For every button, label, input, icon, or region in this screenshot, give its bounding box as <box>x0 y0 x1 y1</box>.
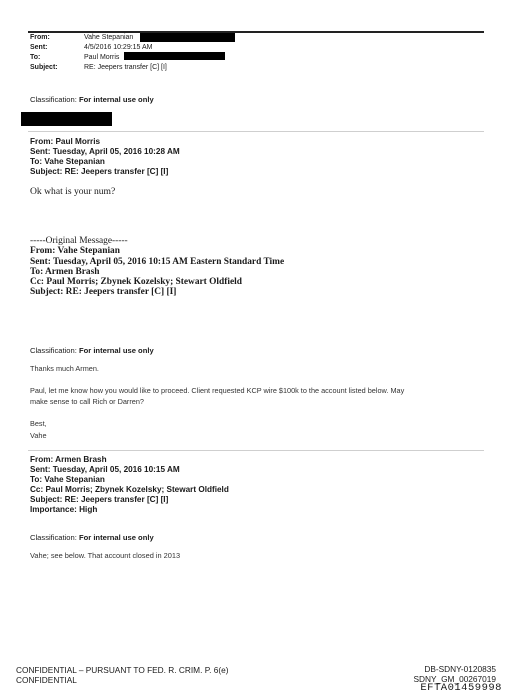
divider-1 <box>28 131 484 132</box>
classification-value: For internal use only <box>78 533 154 542</box>
message-1-body: Ok what is your num? <box>30 186 116 197</box>
top-rule <box>28 31 484 33</box>
msg1-from: From: Paul Morris <box>30 137 101 146</box>
msg2-signature: Vahe <box>30 431 47 440</box>
msg3-to: To: Vahe Stepanian <box>30 475 105 484</box>
msg1-sent: Sent: Tuesday, April 05, 2016 10:28 AM <box>30 147 180 156</box>
msg3-cc: Cc: Paul Morris; Zbynek Kozelsky; Stewart Oldfield <box>30 485 229 494</box>
classification-3 <box>30 533 154 542</box>
sent-label: Sent: <box>30 44 48 51</box>
classification-label: Classification: <box>30 346 77 355</box>
msg3-from: From: Armen Brash <box>30 455 107 464</box>
classification-label: Classification: <box>30 95 77 104</box>
message-1-header <box>30 137 180 177</box>
msg3-importance: Importance: High <box>30 505 98 514</box>
msg2-closing: Best, <box>30 419 47 428</box>
message-3-header <box>30 455 229 515</box>
msg3-sent: Sent: Tuesday, April 05, 2016 10:15 AM <box>30 465 180 474</box>
msg2-line1: Paul, let me know how you would like to proceed. Client requested KCP wire $100k to the account listed below. May <box>30 386 405 395</box>
orig-from: From: Vahe Stepanian <box>30 246 120 257</box>
classification-2 <box>30 346 154 355</box>
msg2-line2: make sense to call Rich or Darren? <box>30 397 144 406</box>
footer-left-2: CONFIDENTIAL <box>16 675 77 685</box>
to-value: Paul Morris <box>84 54 120 61</box>
msg3-body: Vahe; see below. That account closed in 2013 <box>30 551 181 560</box>
orig-subject: Subject: RE: Jeepers transfer [C] [I] <box>30 287 177 298</box>
msg2-thanks: Thanks much Armen. <box>30 364 99 373</box>
sent-value: 4/5/2016 10:29:15 AM <box>84 44 153 51</box>
redaction-from <box>140 33 235 42</box>
msg1-to: To: Vahe Stepanian <box>30 157 105 166</box>
efta-number: EFTA01459998 <box>420 682 502 694</box>
orig-cc: Cc: Paul Morris; Zbynek Kozelsky; Stewart Oldfield <box>30 277 242 288</box>
redaction-block <box>21 112 112 126</box>
redaction-to <box>124 52 225 60</box>
orig-to: To: Armen Brash <box>30 266 100 277</box>
classification-value: For internal use only <box>78 95 154 104</box>
divider-2 <box>28 450 484 451</box>
to-label: To: <box>30 54 41 61</box>
msg1-subject: Subject: RE: Jeepers transfer [C] [I] <box>30 167 169 176</box>
orig-sent: Sent: Tuesday, April 05, 2016 10:15 AM Eastern Standard Time <box>30 256 285 267</box>
subject-label: Subject: <box>30 64 58 71</box>
subject-value: RE: Jeepers transfer [C] [I] <box>84 64 167 71</box>
footer-right-1: DB-SDNY-0120835 <box>424 664 496 674</box>
classification-1 <box>30 95 154 104</box>
footer-left-1: CONFIDENTIAL – PURSUANT TO FED. R. CRIM. P. 6(e) <box>16 665 229 675</box>
msg3-subject: Subject: RE: Jeepers transfer [C] [I] <box>30 495 169 504</box>
original-message <box>30 236 284 298</box>
classification-value: For internal use only <box>78 346 154 355</box>
from-label: From: <box>30 34 50 41</box>
footer-right-2: SDNY_GM_00267019 <box>413 674 496 684</box>
from-value: Vahe Stepanian <box>84 34 134 41</box>
classification-label: Classification: <box>30 533 77 542</box>
original-divider: -----Original Message----- <box>30 236 128 246</box>
